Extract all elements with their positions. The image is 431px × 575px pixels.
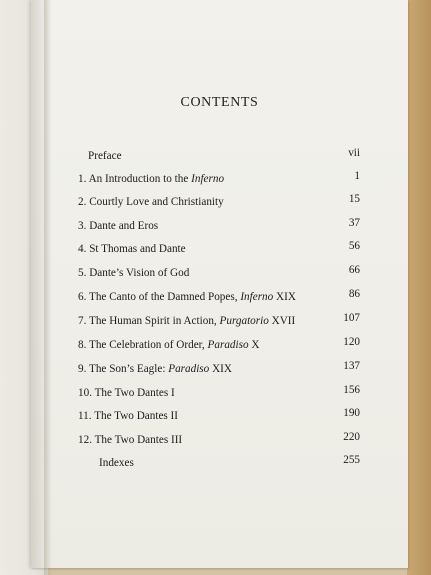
toc-entry-label: The Celebration of Order, xyxy=(89,339,208,351)
book-gutter-shadow xyxy=(44,0,52,575)
toc-entry xyxy=(78,312,360,331)
toc-entry xyxy=(78,384,360,403)
toc-entry-label: St Thomas and Dante xyxy=(89,243,186,255)
wooden-surface xyxy=(407,0,431,575)
toc-entry-label: Preface xyxy=(88,150,122,162)
toc-entry-label: The Son’s Eagle: xyxy=(89,363,169,375)
toc-entry-number: 7. xyxy=(78,315,87,327)
toc-entry-label: Indexes xyxy=(99,457,134,469)
toc-entry xyxy=(78,240,360,259)
toc-entry-number: 9. xyxy=(78,363,87,375)
toc-entry-page: vii xyxy=(348,147,360,159)
toc-entry-page: 137 xyxy=(343,360,360,372)
toc-entry-preface xyxy=(78,147,360,166)
toc-entry-number: 5. xyxy=(78,267,87,279)
toc-entry-number: 2. xyxy=(78,196,87,208)
toc-entry-number: 8. xyxy=(78,339,87,351)
toc-entry-label-italic: Paradiso xyxy=(168,363,210,375)
toc-entry-page: 86 xyxy=(348,288,360,300)
toc-entry-page: 1 xyxy=(354,170,360,182)
toc-entry-page: 56 xyxy=(348,240,360,252)
toc-entry-number: 1. xyxy=(78,173,87,185)
toc-entry xyxy=(78,407,360,426)
toc-entry-number: 11. xyxy=(78,410,92,422)
toc-entry xyxy=(78,193,360,212)
toc-entry-label: The Two Dantes I xyxy=(94,387,175,399)
toc-entry xyxy=(78,264,360,283)
toc-entry-page: 255 xyxy=(343,454,360,466)
toc-entry-number: 12. xyxy=(78,434,92,446)
toc-entry-label-suffix: X xyxy=(248,339,260,351)
toc-entry-page: 15 xyxy=(348,193,360,205)
toc-entry xyxy=(78,288,360,307)
toc-entry-number: 4. xyxy=(78,243,87,255)
toc-entry-page: 37 xyxy=(348,217,360,229)
toc-entry-page: 66 xyxy=(348,264,360,276)
book-page xyxy=(31,0,408,568)
toc-entry-label: The Canto of the Damned Popes, xyxy=(89,291,241,303)
toc-entry-label-italic: Inferno xyxy=(240,291,274,303)
toc-entry xyxy=(78,431,360,450)
toc-entry-number: 3. xyxy=(78,220,87,232)
toc-entry-label: The Two Dantes III xyxy=(94,434,183,446)
toc-entry-label-suffix: XVII xyxy=(268,315,296,327)
toc-entry-label-italic: Inferno xyxy=(191,173,225,185)
toc-entry-label-suffix: XIX xyxy=(209,363,232,375)
toc-entry-indexes xyxy=(78,454,360,473)
toc-entry-page: 220 xyxy=(343,431,360,443)
toc-entry-label: The Two Dantes II xyxy=(94,410,179,422)
toc-entry xyxy=(78,217,360,236)
toc-entry-label: Dante’s Vision of God xyxy=(89,267,190,279)
toc-entry-page: 107 xyxy=(343,312,360,324)
toc-entry-label-suffix: XIX xyxy=(273,291,296,303)
toc-entry-page: 120 xyxy=(343,336,360,348)
toc-entry-label-italic: Paradiso xyxy=(207,339,249,351)
toc-entry-label: Dante and Eros xyxy=(89,220,159,232)
toc-entry xyxy=(78,170,360,189)
toc-entry-label-italic: Purgatorio xyxy=(219,315,269,327)
toc-entry-page: 190 xyxy=(343,407,360,419)
toc-entry-label: The Human Spirit in Action, xyxy=(89,315,220,327)
toc-entry-label: An Introduction to the xyxy=(88,173,192,185)
toc-entry-number: 6. xyxy=(78,291,87,303)
contents-heading: CONTENTS xyxy=(180,95,259,110)
toc-entry xyxy=(78,360,360,379)
toc-entry-page: 156 xyxy=(343,384,360,396)
toc-entry xyxy=(78,336,360,355)
toc-entry-label: Courtly Love and Christianity xyxy=(89,196,224,208)
toc-entry-number: 10. xyxy=(78,387,92,399)
